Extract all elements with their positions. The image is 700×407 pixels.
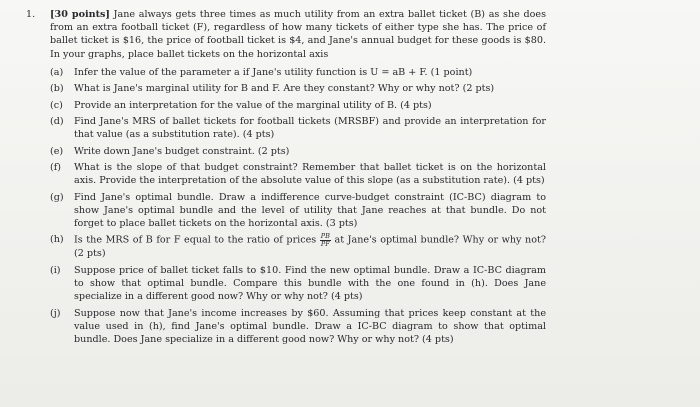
part-d: [50, 115, 546, 141]
part-text: Find Jane's optimal bundle. Draw a indifference curve-budget constraint (IC-BC) diagram to show Jane's optimal bundle and the level of utility that Jane reaches at that bundle. Do not forget to place ballet tickets on the horizontal axis. (3 pts): [74, 191, 546, 229]
problem-intro: Jane always gets three times as much utility from an extra ballet ticket (B) as she does from an extra football ticket (F), regardless of how many tickets of either type she has. The price of ballet ticket is $16, the price of football ticket is $4, and Jane's annual budget for these goods is $80. In your graphs, place ballet tickets on the horizontal axis: [50, 9, 546, 60]
fraction-denominator: PF: [320, 239, 330, 248]
part-label: (f): [50, 161, 62, 173]
part-b: [50, 82, 546, 95]
problem-points: [30 points]: [50, 9, 110, 20]
part-h: [50, 233, 546, 260]
part-j: [50, 307, 546, 347]
fraction-numerator: PB: [320, 232, 330, 241]
part-g: [50, 191, 546, 231]
price-ratio-fraction: [320, 233, 331, 247]
part-text: Suppose now that Jane's income increases by $60. Assuming that prices keep constant at the value used in (h), find Jane's optimal bundle. Draw a IC-BC diagram to show that optimal bundle. Does Jane specialize in a different good now? Why or why not? (4 pts): [74, 307, 546, 345]
part-c: [50, 99, 546, 112]
part-label: (g): [50, 191, 64, 203]
part-text: Infer the value of the parameter a if Jane's utility function is U = aB + F. (1 point): [74, 66, 473, 78]
part-i: [50, 264, 546, 304]
part-f: [50, 161, 546, 187]
part-text-before: Is the MRS of B for F equal to the ratio of prices: [74, 234, 320, 246]
part-label: (j): [50, 307, 61, 319]
part-label: (h): [50, 234, 64, 246]
problem-1: [26, 8, 546, 349]
part-label: (i): [50, 264, 61, 276]
part-text-after: at Jane's optimal bundle? Why or why not? (2 pts): [74, 234, 546, 260]
problem-parts: [50, 66, 546, 346]
part-text: What is Jane's marginal utility for B and F. Are they constant? Why or why not? (2 pts): [74, 83, 495, 95]
part-text: Write down Jane's budget constraint. (2 pts): [74, 145, 290, 157]
part-text: Suppose price of ballet ticket falls to $10. Find the new optimal bundle. Draw a IC-BC diagram to show that optimal bundle. Compare this bundle with the one found in (h). Does Jane specialize in a different good now? Why or why not? (4 pts): [74, 264, 546, 303]
part-label: (a): [50, 66, 64, 78]
part-a: [50, 66, 546, 79]
problem-header: [26, 8, 546, 61]
part-label: (b): [50, 83, 64, 95]
part-e: [50, 145, 546, 158]
part-text: What is the slope of that budget constraint? Remember that ballet ticket is on the horizontal axis. Provide the interpretation of the absolute value of this slope (as a substitution rate). (4 pts): [74, 161, 546, 187]
part-label: (c): [50, 99, 63, 111]
part-text: Find Jane's MRS of ballet tickets for football tickets (MRSBF) and provide an interpretation for that value (as a substitution rate). (4 pts): [74, 115, 546, 141]
part-text: Provide an interpretation for the value of the marginal utility of B. (4 pts): [74, 99, 432, 111]
part-label: (d): [50, 115, 64, 127]
problem-number: 1.: [26, 9, 36, 20]
part-label: (e): [50, 145, 64, 157]
